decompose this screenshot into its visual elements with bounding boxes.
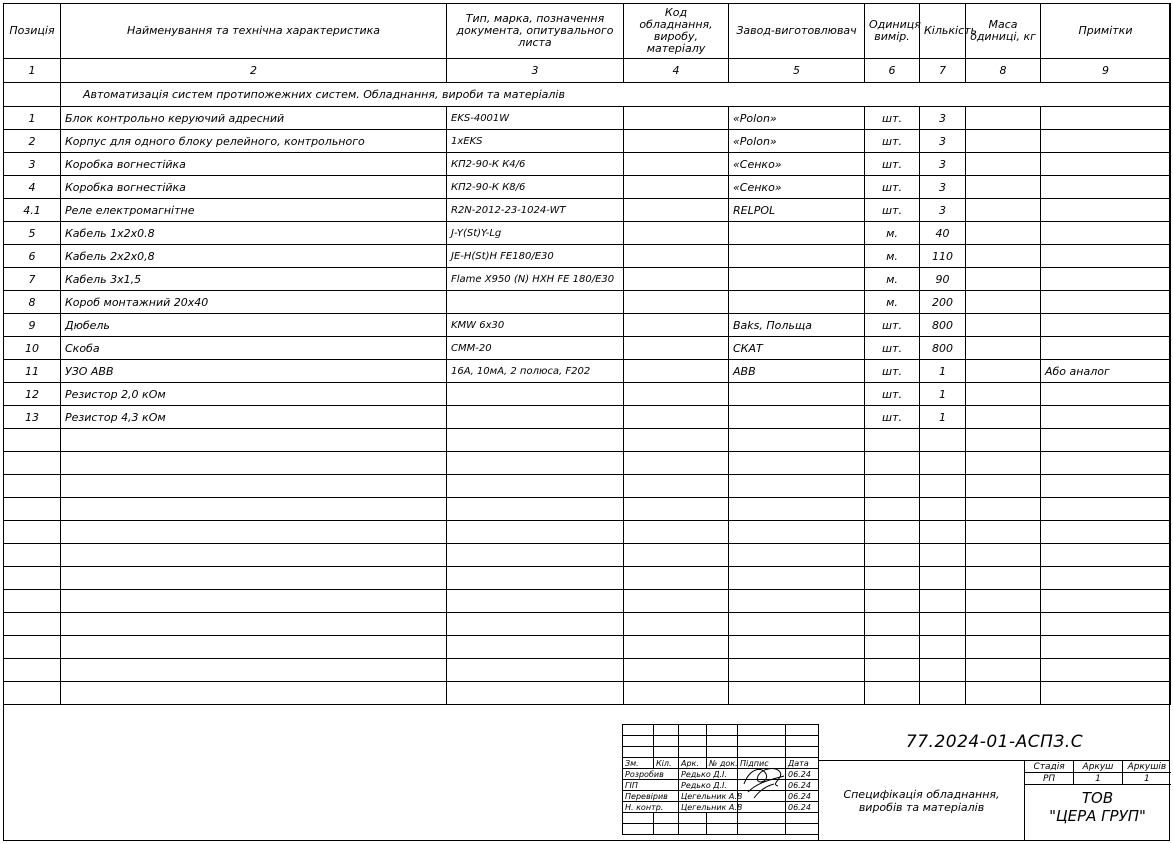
row-name: Резистор 2,0 кОм <box>61 383 447 406</box>
row-maker: RELPOL <box>729 199 865 222</box>
column-number: 4 <box>624 59 729 83</box>
row-position: 3 <box>4 153 61 176</box>
table-row <box>4 314 1171 337</box>
row-quantity: 800 <box>920 314 966 337</box>
row-unit: шт. <box>865 360 920 383</box>
stage-table <box>1025 761 1171 785</box>
empty-row <box>4 567 1171 590</box>
person-role: ГІП <box>623 780 679 791</box>
stage-block <box>1024 761 1170 841</box>
row-maker: Baks, Польща <box>729 314 865 337</box>
row-type: JE-H(St)H FE180/E30 <box>447 245 624 268</box>
table-row <box>4 383 1171 406</box>
row-position: 8 <box>4 291 61 314</box>
row-quantity: 110 <box>920 245 966 268</box>
row-maker: СКАТ <box>729 337 865 360</box>
row-name: Корпус для одного блоку релейного, контрольного <box>61 130 447 153</box>
row-unit: м. <box>865 291 920 314</box>
row-name: Блок контрольно керуючий адресний <box>61 107 447 130</box>
rev-col-header: Арк. <box>679 758 707 769</box>
row-note <box>1041 337 1171 360</box>
row-quantity: 3 <box>920 176 966 199</box>
row-code <box>624 153 729 176</box>
rev-col-header: Зм. <box>623 758 654 769</box>
row-note <box>1041 176 1171 199</box>
table-row <box>4 222 1171 245</box>
empty-row <box>4 452 1171 475</box>
row-maker <box>729 222 865 245</box>
table-row <box>4 268 1171 291</box>
row-mass <box>966 383 1041 406</box>
row-note <box>1041 153 1171 176</box>
row-name: Реле електромагнітне <box>61 199 447 222</box>
empty-row <box>4 475 1171 498</box>
sheet-header: Аркуш <box>1074 761 1123 773</box>
header-code: Код обладнання, виробу, матеріалу <box>624 4 729 59</box>
row-code <box>624 383 729 406</box>
row-code <box>624 406 729 429</box>
row-name: Кабель 3х1,5 <box>61 268 447 291</box>
row-position: 7 <box>4 268 61 291</box>
row-type <box>447 383 624 406</box>
row-type <box>447 291 624 314</box>
row-type: 1xEKS <box>447 130 624 153</box>
row-unit: шт. <box>865 107 920 130</box>
spec-rows <box>4 107 1171 705</box>
header-position: Позиція <box>4 4 61 59</box>
row-code <box>624 245 729 268</box>
row-note <box>1041 222 1171 245</box>
header-type: Тип, марка, позначення документа, опитувального листа <box>447 4 624 59</box>
person-name: Цегельник А.В <box>679 802 738 813</box>
header-name: Найменування та технічна характеристика <box>61 4 447 59</box>
table-row <box>4 337 1171 360</box>
row-unit: шт. <box>865 337 920 360</box>
row-maker: ABB <box>729 360 865 383</box>
header-maker: Завод-виготовлювач <box>729 4 865 59</box>
row-name: Коробка вогнестійка <box>61 153 447 176</box>
section-row <box>4 83 1171 107</box>
row-type: 16А, 10мА, 2 полюса, F202 <box>447 360 624 383</box>
row-mass <box>966 268 1041 291</box>
person-date: 06.24 <box>786 791 819 802</box>
row-unit: шт. <box>865 406 920 429</box>
row-mass <box>966 222 1041 245</box>
row-position: 1 <box>4 107 61 130</box>
empty-row <box>4 659 1171 682</box>
row-quantity: 200 <box>920 291 966 314</box>
row-mass <box>966 406 1041 429</box>
document-code: 77.2024-01-АСПЗ.С <box>818 724 1170 761</box>
row-code <box>624 222 729 245</box>
row-quantity: 1 <box>920 406 966 429</box>
row-maker <box>729 291 865 314</box>
person-name: Редько Д.І. <box>679 769 738 780</box>
row-note <box>1041 130 1171 153</box>
empty-row <box>4 590 1171 613</box>
rev-col-header: Дата <box>786 758 819 769</box>
row-mass <box>966 199 1041 222</box>
table-row <box>4 130 1171 153</box>
signature-icon <box>740 762 790 802</box>
row-type: СММ-20 <box>447 337 624 360</box>
row-quantity: 800 <box>920 337 966 360</box>
row-note <box>1041 314 1171 337</box>
row-maker: «Сенко» <box>729 176 865 199</box>
column-number: 1 <box>4 59 61 83</box>
row-type: Flame X950 (N) HXH FE 180/E30 <box>447 268 624 291</box>
row-code <box>624 199 729 222</box>
row-code <box>624 337 729 360</box>
table-row <box>4 107 1171 130</box>
row-position: 5 <box>4 222 61 245</box>
empty-row <box>4 544 1171 567</box>
company-line-2: "ЦЕРА ГРУП" <box>1049 807 1146 825</box>
row-maker: «Polon» <box>729 130 865 153</box>
row-unit: м. <box>865 268 920 291</box>
row-unit: шт. <box>865 130 920 153</box>
row-mass <box>966 360 1041 383</box>
row-quantity: 1 <box>920 360 966 383</box>
row-note <box>1041 406 1171 429</box>
row-name: Дюбель <box>61 314 447 337</box>
row-type: J-Y(St)Y-Lg <box>447 222 624 245</box>
row-mass <box>966 130 1041 153</box>
row-maker <box>729 383 865 406</box>
row-note <box>1041 268 1171 291</box>
empty-row <box>4 429 1171 452</box>
row-note <box>1041 291 1171 314</box>
row-quantity: 1 <box>920 383 966 406</box>
row-mass <box>966 107 1041 130</box>
signature-cell <box>738 802 786 813</box>
table-row <box>4 199 1171 222</box>
person-date: 06.24 <box>786 780 819 791</box>
row-code <box>624 268 729 291</box>
header-notes: Примітки <box>1041 4 1171 59</box>
column-number: 9 <box>1041 59 1171 83</box>
row-note <box>1041 383 1171 406</box>
column-number: 6 <box>865 59 920 83</box>
empty-row <box>4 682 1171 705</box>
empty-row <box>4 636 1171 659</box>
empty-row <box>4 613 1171 636</box>
rev-col-header: Підпис <box>738 758 786 769</box>
row-note <box>1041 199 1171 222</box>
row-position: 4 <box>4 176 61 199</box>
table-row <box>4 245 1171 268</box>
empty-row <box>4 498 1171 521</box>
table-row <box>4 153 1171 176</box>
column-number-row <box>4 59 1171 83</box>
person-date: 06.24 <box>786 802 819 813</box>
row-mass <box>966 291 1041 314</box>
table-row <box>4 406 1171 429</box>
row-quantity: 3 <box>920 153 966 176</box>
column-number: 7 <box>920 59 966 83</box>
row-name: Коробка вогнестійка <box>61 176 447 199</box>
header-row <box>4 4 1171 59</box>
row-quantity: 3 <box>920 199 966 222</box>
company-line-1: ТОВ <box>1081 789 1114 807</box>
row-type <box>447 406 624 429</box>
sheets-value: 1 <box>1122 773 1171 785</box>
row-position: 2 <box>4 130 61 153</box>
person-row <box>623 802 819 813</box>
row-position: 11 <box>4 360 61 383</box>
row-unit: шт. <box>865 314 920 337</box>
row-note <box>1041 245 1171 268</box>
row-note <box>1041 107 1171 130</box>
document-title: Специфікація обладнання, виробів та матеріалів <box>818 761 1024 841</box>
header-unit: Одиниця вимір. <box>865 4 920 59</box>
row-maker: «Polon» <box>729 107 865 130</box>
table-row <box>4 291 1171 314</box>
column-number: 5 <box>729 59 865 83</box>
section-title: Автоматизація систем протипожежних систем. Обладнання, вироби та матеріалів <box>61 83 1171 107</box>
row-quantity: 40 <box>920 222 966 245</box>
row-position: 13 <box>4 406 61 429</box>
rev-col-header: Кіл. <box>654 758 679 769</box>
row-mass <box>966 337 1041 360</box>
row-maker <box>729 406 865 429</box>
row-unit: м. <box>865 222 920 245</box>
row-name: Скоба <box>61 337 447 360</box>
stage-value: РП <box>1025 773 1074 785</box>
sheets-header: Аркушів <box>1127 761 1167 772</box>
company-name <box>1025 789 1170 825</box>
row-mass <box>966 176 1041 199</box>
row-mass <box>966 245 1041 268</box>
row-maker: «Сенко» <box>729 153 865 176</box>
row-unit: шт. <box>865 383 920 406</box>
row-position: 4.1 <box>4 199 61 222</box>
row-mass <box>966 314 1041 337</box>
row-name: Резистор 4,3 кОм <box>61 406 447 429</box>
table-row <box>4 360 1171 383</box>
person-role: Перевірив <box>623 791 679 802</box>
row-name: УЗО ABB <box>61 360 447 383</box>
row-name: Кабель 1х2х0.8 <box>61 222 447 245</box>
row-note: Або аналог <box>1041 360 1171 383</box>
row-name: Короб монтажний 20х40 <box>61 291 447 314</box>
row-mass <box>966 153 1041 176</box>
person-name: Редько Д.І. <box>679 780 738 791</box>
row-unit: шт. <box>865 199 920 222</box>
header-mass: Маса одиниці, кг <box>966 4 1041 59</box>
row-quantity: 90 <box>920 268 966 291</box>
row-position: 10 <box>4 337 61 360</box>
row-position: 12 <box>4 383 61 406</box>
header-quantity: Кількість <box>920 4 966 59</box>
row-unit: шт. <box>865 176 920 199</box>
row-code <box>624 291 729 314</box>
row-type: R2N-2012-23-1024-WT <box>447 199 624 222</box>
row-quantity: 3 <box>920 130 966 153</box>
title-block <box>622 724 1170 841</box>
row-code <box>624 314 729 337</box>
row-code <box>624 107 729 130</box>
row-maker <box>729 245 865 268</box>
column-number: 2 <box>61 59 447 83</box>
row-code <box>624 176 729 199</box>
person-role: Розробив <box>623 769 679 780</box>
person-name: Цегельник А.В <box>679 791 738 802</box>
row-type: КП2-90-К К4/6 <box>447 153 624 176</box>
specification-table <box>3 3 1171 705</box>
row-code <box>624 360 729 383</box>
row-position: 9 <box>4 314 61 337</box>
row-unit: шт. <box>865 153 920 176</box>
person-date: 06.24 <box>786 769 819 780</box>
row-type: КП2-90-К К8/6 <box>447 176 624 199</box>
person-role: Н. контр. <box>623 802 679 813</box>
rev-col-header: № док. <box>707 758 738 769</box>
row-quantity: 3 <box>920 107 966 130</box>
row-maker <box>729 268 865 291</box>
row-type: KMW 6x30 <box>447 314 624 337</box>
row-code <box>624 130 729 153</box>
row-type: EKS-4001W <box>447 107 624 130</box>
empty-row <box>4 521 1171 544</box>
column-number: 3 <box>447 59 624 83</box>
sheet-value: 1 <box>1074 773 1123 785</box>
column-number: 8 <box>966 59 1041 83</box>
row-name: Кабель 2х2х0,8 <box>61 245 447 268</box>
stage-header: Стадія <box>1025 761 1074 773</box>
table-row <box>4 176 1171 199</box>
row-unit: м. <box>865 245 920 268</box>
row-position: 6 <box>4 245 61 268</box>
